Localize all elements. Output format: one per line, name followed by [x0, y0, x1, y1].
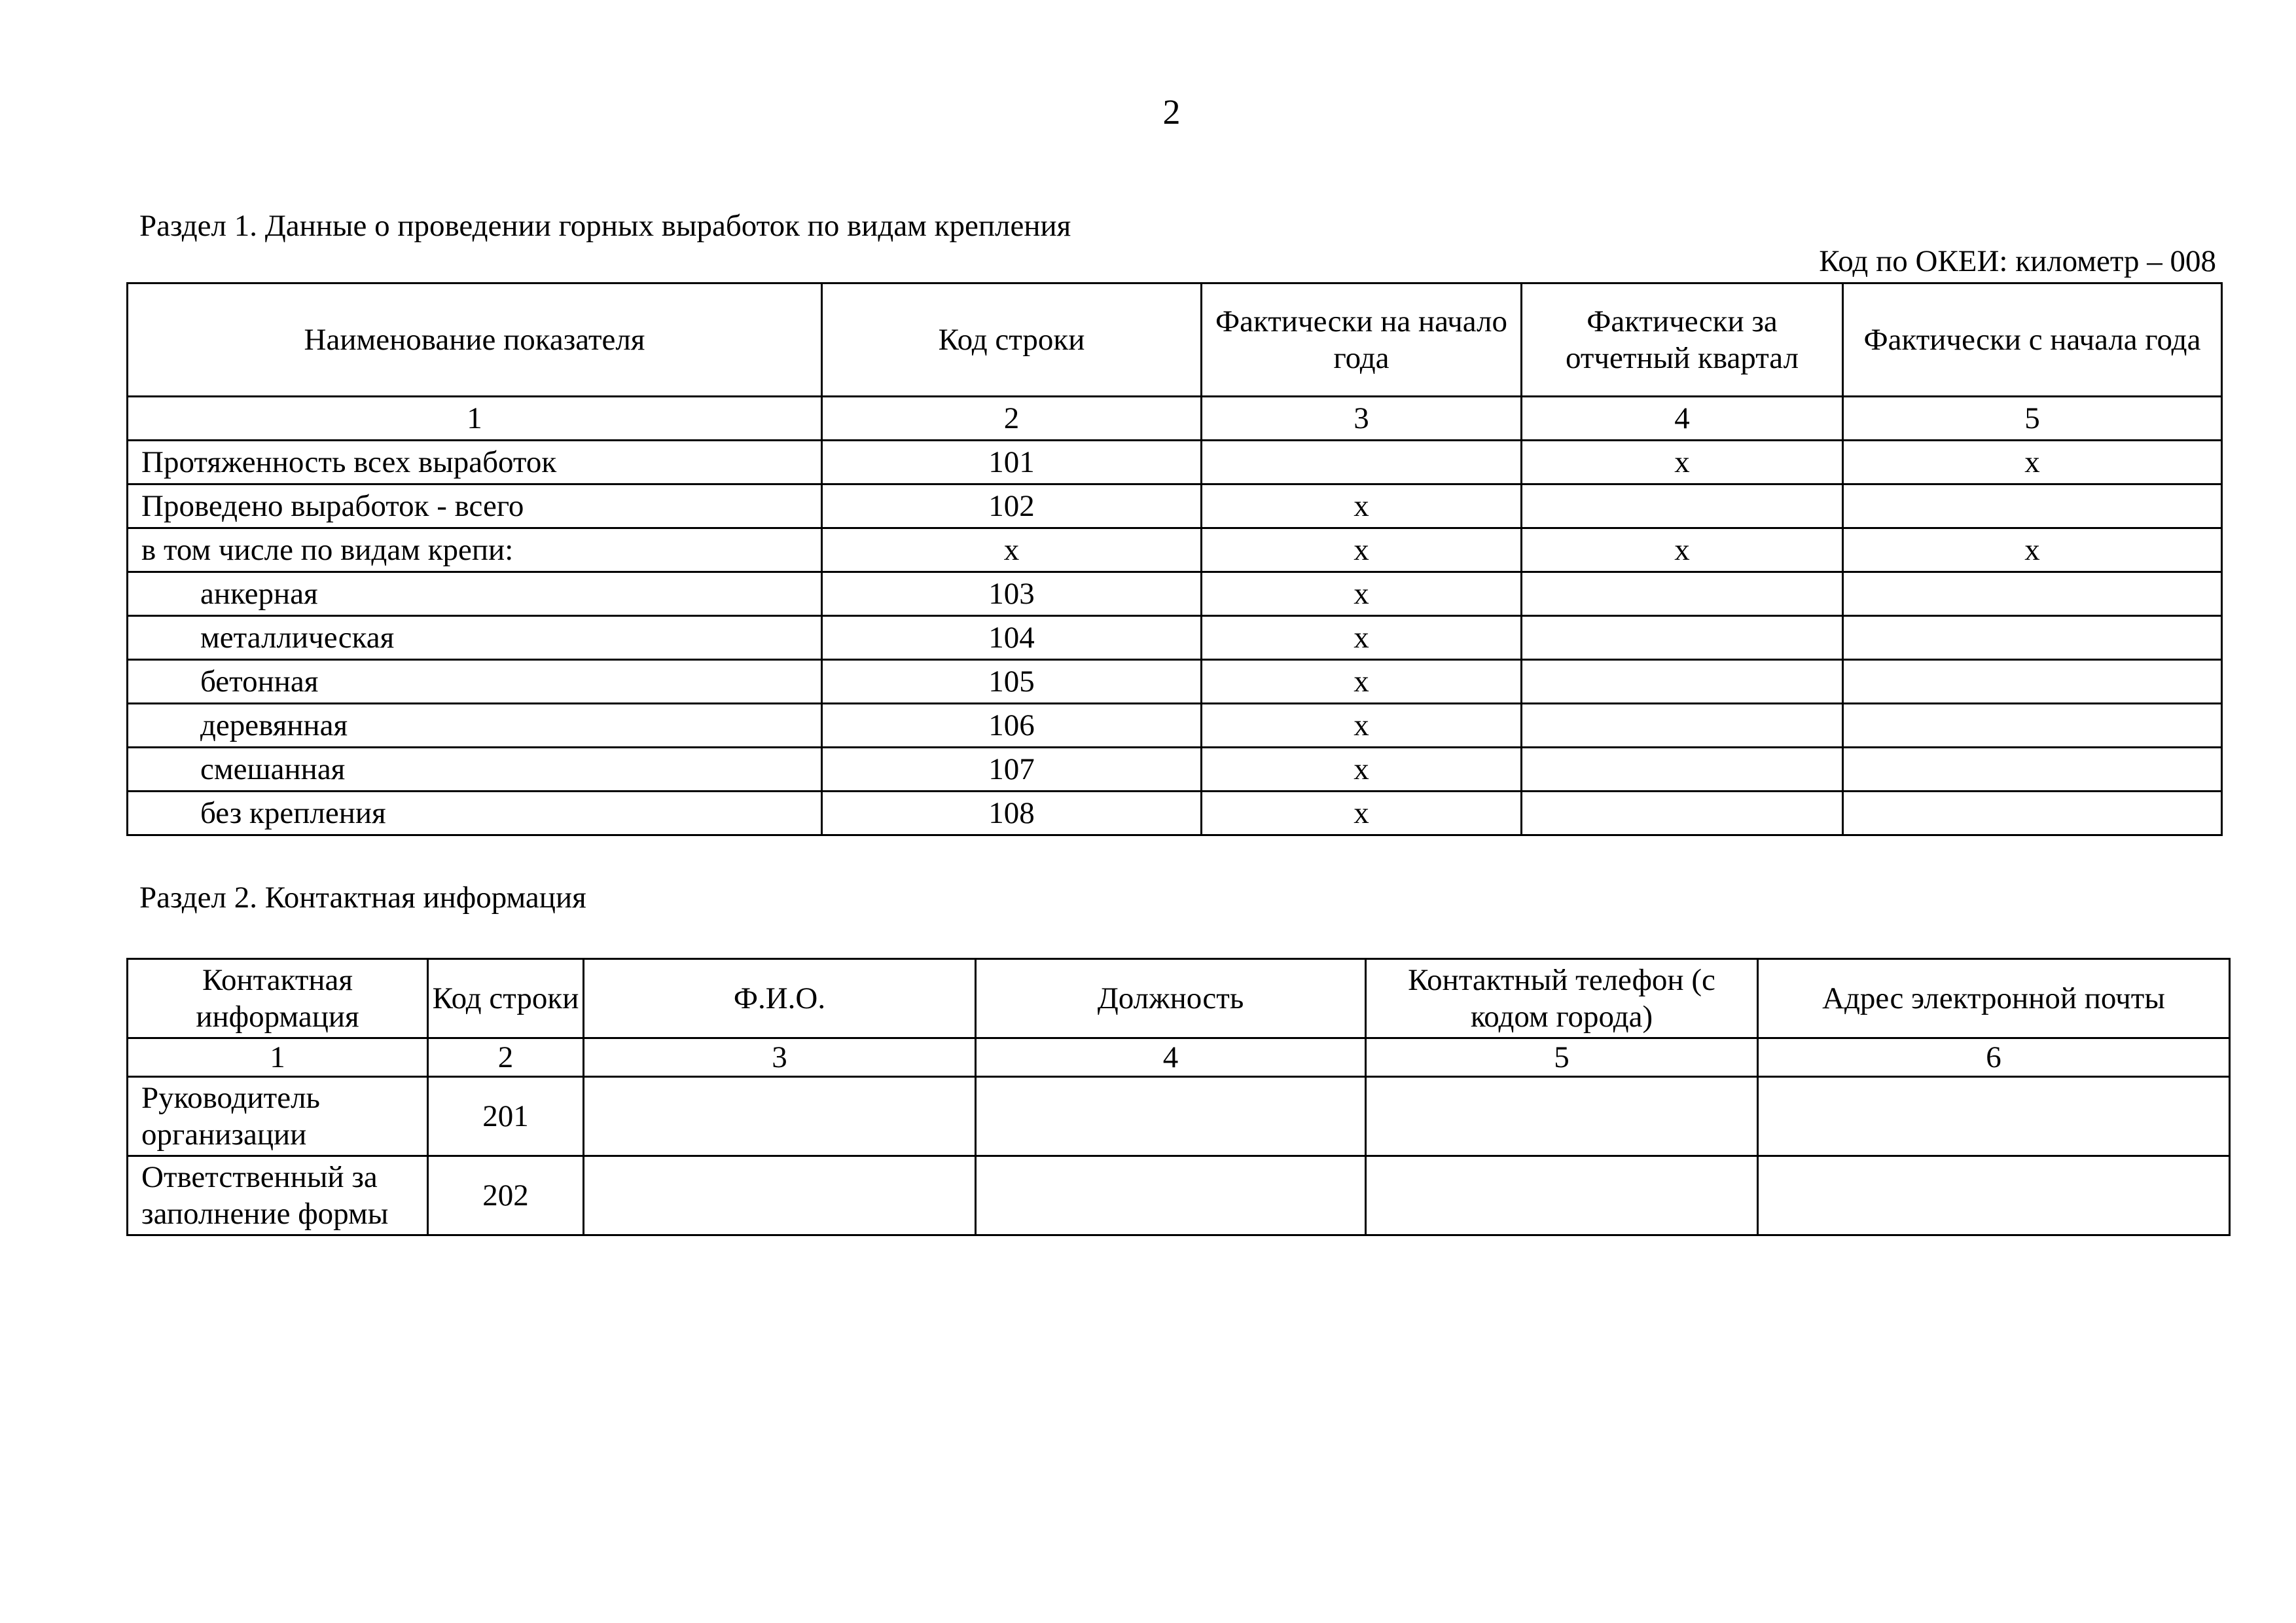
column-number-row: [128, 397, 2222, 441]
data-cell[interactable]: [1202, 441, 1522, 484]
mining-workings-table: [126, 282, 2223, 836]
column-number: 3: [1202, 397, 1522, 441]
contact-info-table: [126, 958, 2231, 1236]
data-cell[interactable]: [1522, 704, 1843, 748]
row-code: 106: [822, 704, 1202, 748]
data-cell[interactable]: x: [1522, 441, 1843, 484]
data-cell[interactable]: x: [1202, 528, 1522, 572]
data-cell[interactable]: x: [1202, 572, 1522, 616]
table-row: [128, 484, 2222, 528]
data-cell[interactable]: [1758, 1156, 2230, 1235]
column-number: 1: [128, 397, 822, 441]
row-code: 201: [428, 1077, 584, 1156]
row-name: Руководитель организации: [128, 1077, 428, 1156]
section-1-title: Раздел 1. Данные о проведении горных выработок по видам крепления: [139, 209, 1071, 243]
data-cell[interactable]: x: [1202, 792, 1522, 835]
table-row: [128, 441, 2222, 484]
column-number: 5: [1366, 1038, 1758, 1077]
data-cell[interactable]: x: [1202, 660, 1522, 704]
okei-code: Код по ОКЕИ: километр – 008: [1819, 244, 2216, 278]
column-number: 1: [128, 1038, 428, 1077]
data-cell[interactable]: [584, 1156, 976, 1235]
column-header: Контактный телефон (с кодом города): [1366, 959, 1758, 1038]
table-row: [128, 704, 2222, 748]
row-code: 107: [822, 748, 1202, 792]
row-code: 105: [822, 660, 1202, 704]
row-name: металлическая: [128, 616, 822, 660]
column-header: Фактически за отчетный квартал: [1522, 283, 1843, 397]
row-name: в том числе по видам крепи:: [128, 528, 822, 572]
row-code: 101: [822, 441, 1202, 484]
row-name: деревянная: [128, 704, 822, 748]
row-name: анкерная: [128, 572, 822, 616]
column-header: Фактически на начало года: [1202, 283, 1522, 397]
data-cell[interactable]: [1843, 484, 2222, 528]
row-code: 103: [822, 572, 1202, 616]
data-cell[interactable]: [1522, 660, 1843, 704]
data-cell[interactable]: [1758, 1077, 2230, 1156]
row-code: 202: [428, 1156, 584, 1235]
data-cell[interactable]: [1843, 616, 2222, 660]
row-name: Проведено выработок - всего: [128, 484, 822, 528]
row-name: Ответственный за заполнение формы: [128, 1156, 428, 1235]
column-header: Адрес электронной почты: [1758, 959, 2230, 1038]
table-row: [128, 660, 2222, 704]
row-code: 102: [822, 484, 1202, 528]
data-cell[interactable]: x: [1843, 441, 2222, 484]
data-cell[interactable]: [1522, 572, 1843, 616]
row-code: x: [822, 528, 1202, 572]
data-cell[interactable]: [976, 1156, 1366, 1235]
column-number: 2: [428, 1038, 584, 1077]
data-cell[interactable]: [1843, 660, 2222, 704]
table-row: [128, 748, 2222, 792]
data-cell[interactable]: [1843, 748, 2222, 792]
data-cell[interactable]: x: [1202, 484, 1522, 528]
column-header: Код строки: [822, 283, 1202, 397]
data-cell[interactable]: [1366, 1156, 1758, 1235]
column-header: Фактически с начала года: [1843, 283, 2222, 397]
data-cell[interactable]: [1522, 792, 1843, 835]
column-header: Ф.И.О.: [584, 959, 976, 1038]
section-2-title: Раздел 2. Контактная информация: [139, 881, 586, 915]
data-cell[interactable]: x: [1843, 528, 2222, 572]
data-cell[interactable]: [1522, 484, 1843, 528]
column-header: Контактная информация: [128, 959, 428, 1038]
row-name: без крепления: [128, 792, 822, 835]
table-row: [128, 572, 2222, 616]
data-cell[interactable]: [1843, 792, 2222, 835]
row-name: Протяженность всех выработок: [128, 441, 822, 484]
row-code: 104: [822, 616, 1202, 660]
column-number: 4: [976, 1038, 1366, 1077]
row-name: бетонная: [128, 660, 822, 704]
column-number: 6: [1758, 1038, 2230, 1077]
column-number: 5: [1843, 397, 2222, 441]
table-row: [128, 528, 2222, 572]
data-cell[interactable]: [1522, 616, 1843, 660]
data-cell[interactable]: [1366, 1077, 1758, 1156]
row-code: 108: [822, 792, 1202, 835]
data-cell[interactable]: [1843, 704, 2222, 748]
table-row: [128, 1077, 2230, 1156]
table-row: [128, 616, 2222, 660]
column-number: 2: [822, 397, 1202, 441]
table-row: [128, 792, 2222, 835]
column-number: 3: [584, 1038, 976, 1077]
data-cell[interactable]: [976, 1077, 1366, 1156]
table-header-row: [128, 283, 2222, 397]
data-cell[interactable]: x: [1202, 704, 1522, 748]
column-header: Наименование показателя: [128, 283, 822, 397]
column-number-row: [128, 1038, 2230, 1077]
page-number: 2: [1162, 92, 1181, 132]
data-cell[interactable]: [1522, 748, 1843, 792]
row-name: смешанная: [128, 748, 822, 792]
data-cell[interactable]: [584, 1077, 976, 1156]
data-cell[interactable]: x: [1202, 748, 1522, 792]
column-header: Код строки: [428, 959, 584, 1038]
data-cell[interactable]: x: [1202, 616, 1522, 660]
column-number: 4: [1522, 397, 1843, 441]
data-cell[interactable]: x: [1522, 528, 1843, 572]
column-header: Должность: [976, 959, 1366, 1038]
table-row: [128, 1156, 2230, 1235]
table-header-row: [128, 959, 2230, 1038]
data-cell[interactable]: [1843, 572, 2222, 616]
